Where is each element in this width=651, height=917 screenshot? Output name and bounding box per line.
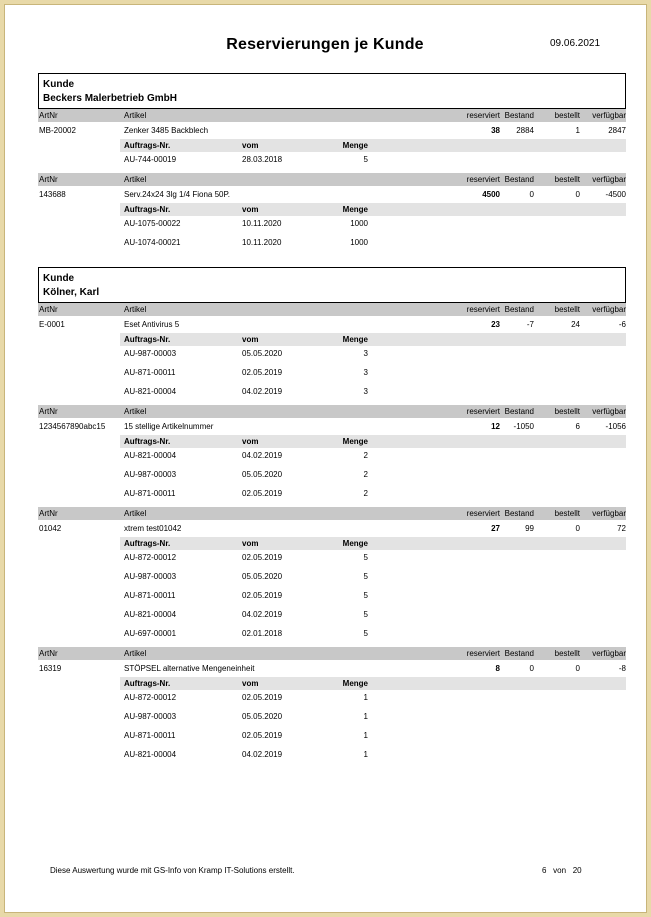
order-date: 05.05.2020 (242, 712, 283, 721)
order-row (120, 365, 626, 384)
order-row (120, 747, 626, 766)
article-bestand: 99 (525, 524, 534, 533)
col-artnr-header: ArtNr (39, 407, 58, 416)
customer-block (38, 73, 626, 256)
order-number: AU-987-00003 (124, 470, 177, 479)
order-quantity: 3 (363, 387, 368, 396)
article-name: Serv.24x24 3lg 1/4 Fiona 50P. (124, 190, 230, 199)
article-reserviert: 23 (491, 320, 500, 329)
order-number: AU-821-00004 (124, 610, 177, 619)
article-number: 01042 (39, 524, 62, 533)
order-row (120, 384, 626, 403)
col-bestellt-header: bestellt (554, 305, 580, 314)
customer-name: Beckers Malerbetrieb GmbH (43, 93, 177, 104)
col-bestand-header: Bestand (504, 175, 534, 184)
order-row (120, 607, 626, 626)
col-verfuegbar-header: verfügbar (592, 111, 626, 120)
order-date: 02.01.2018 (242, 629, 283, 638)
article-bestand: 0 (529, 664, 534, 673)
order-header-row (120, 435, 626, 448)
order-quantity: 1 (363, 750, 368, 759)
order-header-row (120, 537, 626, 550)
article-verfuegbar: -6 (618, 320, 626, 329)
order-header-row (120, 203, 626, 216)
article-bestand: 2884 (516, 126, 534, 135)
col-vom-header: vom (242, 679, 259, 688)
order-number: AU-821-00004 (124, 387, 177, 396)
order-date: 02.05.2019 (242, 731, 283, 740)
order-row (120, 467, 626, 486)
order-date: 02.05.2019 (242, 368, 283, 377)
article-bestand: 0 (529, 190, 534, 199)
article-reserviert: 4500 (482, 190, 500, 199)
article-verfuegbar: 2847 (608, 126, 626, 135)
order-date: 05.05.2020 (242, 470, 283, 479)
col-bestand-header: Bestand (504, 649, 534, 658)
order-number: AU-871-00011 (124, 591, 176, 600)
col-menge-header: Menge (342, 335, 368, 344)
col-auftrags-nr-header: Auftrags-Nr. (124, 539, 171, 548)
article-verfuegbar: -8 (618, 664, 626, 673)
report-title: Reservierungen je Kunde (226, 36, 424, 53)
article-row (38, 520, 626, 537)
article-name: Eset Antivirus 5 (124, 320, 180, 329)
col-artnr-header: ArtNr (39, 649, 58, 658)
order-number: AU-872-00012 (124, 553, 177, 562)
col-bestand-header: Bestand (504, 509, 534, 518)
col-bestellt-header: bestellt (554, 175, 580, 184)
customer-name: Kölner, Karl (43, 287, 100, 298)
customer-header (38, 267, 626, 303)
col-bestand-header: Bestand (504, 305, 534, 314)
article-number: 16319 (39, 664, 62, 673)
order-date: 04.02.2019 (242, 451, 283, 460)
article-name: 15 stellige Artikelnummer (124, 422, 214, 431)
article-header-row (38, 173, 626, 186)
order-date: 28.03.2018 (242, 155, 283, 164)
order-quantity: 2 (363, 470, 368, 479)
col-verfuegbar-header: verfügbar (592, 407, 626, 416)
col-verfuegbar-header: verfügbar (592, 509, 626, 518)
article-row (38, 316, 626, 333)
order-header-row (120, 333, 626, 346)
article-number: E-0001 (39, 320, 65, 329)
order-date: 04.02.2019 (242, 387, 283, 396)
order-number: AU-821-00004 (124, 451, 177, 460)
col-bestand-header: Bestand (504, 407, 534, 416)
article-name: STÖPSEL alternative Mengeneinheit (124, 664, 255, 673)
col-menge-header: Menge (342, 679, 368, 688)
order-date: 05.05.2020 (242, 349, 283, 358)
article-bestellt: 24 (571, 320, 580, 329)
col-auftrags-nr-header: Auftrags-Nr. (124, 679, 171, 688)
article-bestand: -1050 (513, 422, 534, 431)
page-total: 20 (572, 866, 582, 875)
article-number: 1234567890abc15 (39, 422, 106, 431)
col-bestellt-header: bestellt (554, 509, 580, 518)
order-date: 04.02.2019 (242, 610, 283, 619)
col-reserviert-header: reserviert (466, 407, 500, 416)
col-vom-header: vom (242, 205, 259, 214)
article-reserviert: 27 (491, 524, 500, 533)
col-menge-header: Menge (342, 141, 368, 150)
order-quantity: 1 (363, 693, 368, 702)
article-number: MB-20002 (39, 126, 76, 135)
col-artikel-header: Artikel (124, 509, 147, 518)
col-auftrags-nr-header: Auftrags-Nr. (124, 141, 171, 150)
customer-block (38, 267, 626, 768)
order-quantity: 1000 (350, 219, 368, 228)
article-reserviert: 8 (495, 664, 500, 673)
order-number: AU-1075-00022 (124, 219, 181, 228)
col-bestellt-header: bestellt (554, 407, 580, 416)
order-quantity: 3 (363, 349, 368, 358)
order-header-row (120, 677, 626, 690)
order-number: AU-744-00019 (124, 155, 177, 164)
order-row (120, 709, 626, 728)
col-reserviert-header: reserviert (466, 649, 500, 658)
order-row (120, 569, 626, 588)
order-row (120, 216, 626, 235)
report-page (12, 12, 638, 905)
col-auftrags-nr-header: Auftrags-Nr. (124, 437, 171, 446)
order-number: AU-871-00011 (124, 731, 176, 740)
col-reserviert-header: reserviert (466, 111, 500, 120)
col-artikel-header: Artikel (124, 175, 147, 184)
order-quantity: 5 (363, 572, 368, 581)
order-date: 02.05.2019 (242, 553, 283, 562)
article-bestand: -7 (526, 320, 534, 329)
article-header-row (38, 647, 626, 660)
col-menge-header: Menge (342, 539, 368, 548)
order-date: 05.05.2020 (242, 572, 283, 581)
report-date: 09.06.2021 (550, 38, 601, 49)
order-row (120, 152, 626, 171)
col-menge-header: Menge (342, 437, 368, 446)
article-name: xtrem test01042 (124, 524, 182, 533)
article-row (38, 186, 626, 203)
article-bestellt: 0 (575, 524, 580, 533)
order-quantity: 1 (363, 731, 368, 740)
col-vom-header: vom (242, 335, 259, 344)
order-header-row (120, 139, 626, 152)
col-artikel-header: Artikel (124, 111, 147, 120)
article-header-row (38, 303, 626, 316)
col-reserviert-header: reserviert (466, 305, 500, 314)
article-row (38, 418, 626, 435)
col-artikel-header: Artikel (124, 305, 147, 314)
page-sep: von (553, 866, 567, 875)
article-header-row (38, 405, 626, 418)
col-menge-header: Menge (342, 205, 368, 214)
order-date: 04.02.2019 (242, 750, 283, 759)
col-auftrags-nr-header: Auftrags-Nr. (124, 335, 171, 344)
order-row (120, 235, 626, 254)
col-artnr-header: ArtNr (39, 305, 58, 314)
order-date: 10.11.2020 (242, 238, 282, 247)
order-row (120, 690, 626, 709)
article-header-row (38, 109, 626, 122)
page-number (542, 866, 582, 875)
col-artnr-header: ArtNr (39, 111, 58, 120)
order-number: AU-1074-00021 (124, 238, 181, 247)
customer-header (38, 73, 626, 109)
article-verfuegbar: 72 (617, 524, 626, 533)
order-quantity: 5 (363, 629, 368, 638)
article-bestellt: 6 (575, 422, 580, 431)
col-reserviert-header: reserviert (466, 509, 500, 518)
order-number: AU-871-00011 (124, 489, 176, 498)
col-artikel-header: Artikel (124, 407, 147, 416)
order-quantity: 5 (363, 591, 368, 600)
col-artnr-header: ArtNr (39, 509, 58, 518)
order-row (120, 588, 626, 607)
article-row (38, 122, 626, 139)
col-auftrags-nr-header: Auftrags-Nr. (124, 205, 171, 214)
article-header-row (38, 507, 626, 520)
article-row (38, 660, 626, 677)
order-date: 10.11.2020 (242, 219, 282, 228)
order-number: AU-697-00001 (124, 629, 177, 638)
article-number: 143688 (39, 190, 66, 199)
col-vom-header: vom (242, 437, 259, 446)
order-quantity: 5 (363, 610, 368, 619)
order-row (120, 346, 626, 365)
order-quantity: 3 (363, 368, 368, 377)
col-reserviert-header: reserviert (466, 175, 500, 184)
article-reserviert: 38 (491, 126, 500, 135)
order-row (120, 448, 626, 467)
col-vom-header: vom (242, 141, 259, 150)
order-date: 02.05.2019 (242, 489, 283, 498)
article-verfuegbar: -4500 (605, 190, 626, 199)
order-number: AU-987-00003 (124, 349, 177, 358)
article-reserviert: 12 (491, 422, 500, 431)
footer-note: Diese Auswertung wurde mit GS-Info von Kramp IT-Solutions erstellt. (50, 866, 295, 875)
page-current: 6 (542, 866, 547, 875)
article-verfuegbar: -1056 (605, 422, 626, 431)
order-quantity: 2 (363, 489, 368, 498)
article-bestellt: 0 (575, 664, 580, 673)
order-number: AU-821-00004 (124, 750, 177, 759)
order-row (120, 626, 626, 645)
col-vom-header: vom (242, 539, 259, 548)
customer-label: Kunde (43, 273, 75, 284)
order-quantity: 5 (363, 553, 368, 562)
order-quantity: 1 (363, 712, 368, 721)
col-bestand-header: Bestand (504, 111, 534, 120)
order-date: 02.05.2019 (242, 693, 283, 702)
order-quantity: 5 (363, 155, 368, 164)
order-number: AU-871-00011 (124, 368, 176, 377)
order-number: AU-987-00003 (124, 572, 177, 581)
order-number: AU-987-00003 (124, 712, 177, 721)
order-quantity: 2 (363, 451, 368, 460)
col-verfuegbar-header: verfügbar (592, 305, 626, 314)
article-bestellt: 0 (575, 190, 580, 199)
article-name: Zenker 3485 Backblech (124, 126, 209, 135)
col-artnr-header: ArtNr (39, 175, 58, 184)
order-quantity: 1000 (350, 238, 368, 247)
col-bestellt-header: bestellt (554, 111, 580, 120)
order-row (120, 550, 626, 569)
order-number: AU-872-00012 (124, 693, 177, 702)
customer-label: Kunde (43, 79, 75, 90)
order-date: 02.05.2019 (242, 591, 283, 600)
col-verfuegbar-header: verfügbar (592, 649, 626, 658)
col-artikel-header: Artikel (124, 649, 147, 658)
order-row (120, 486, 626, 505)
col-verfuegbar-header: verfügbar (592, 175, 626, 184)
col-bestellt-header: bestellt (554, 649, 580, 658)
article-bestellt: 1 (575, 126, 580, 135)
order-row (120, 728, 626, 747)
